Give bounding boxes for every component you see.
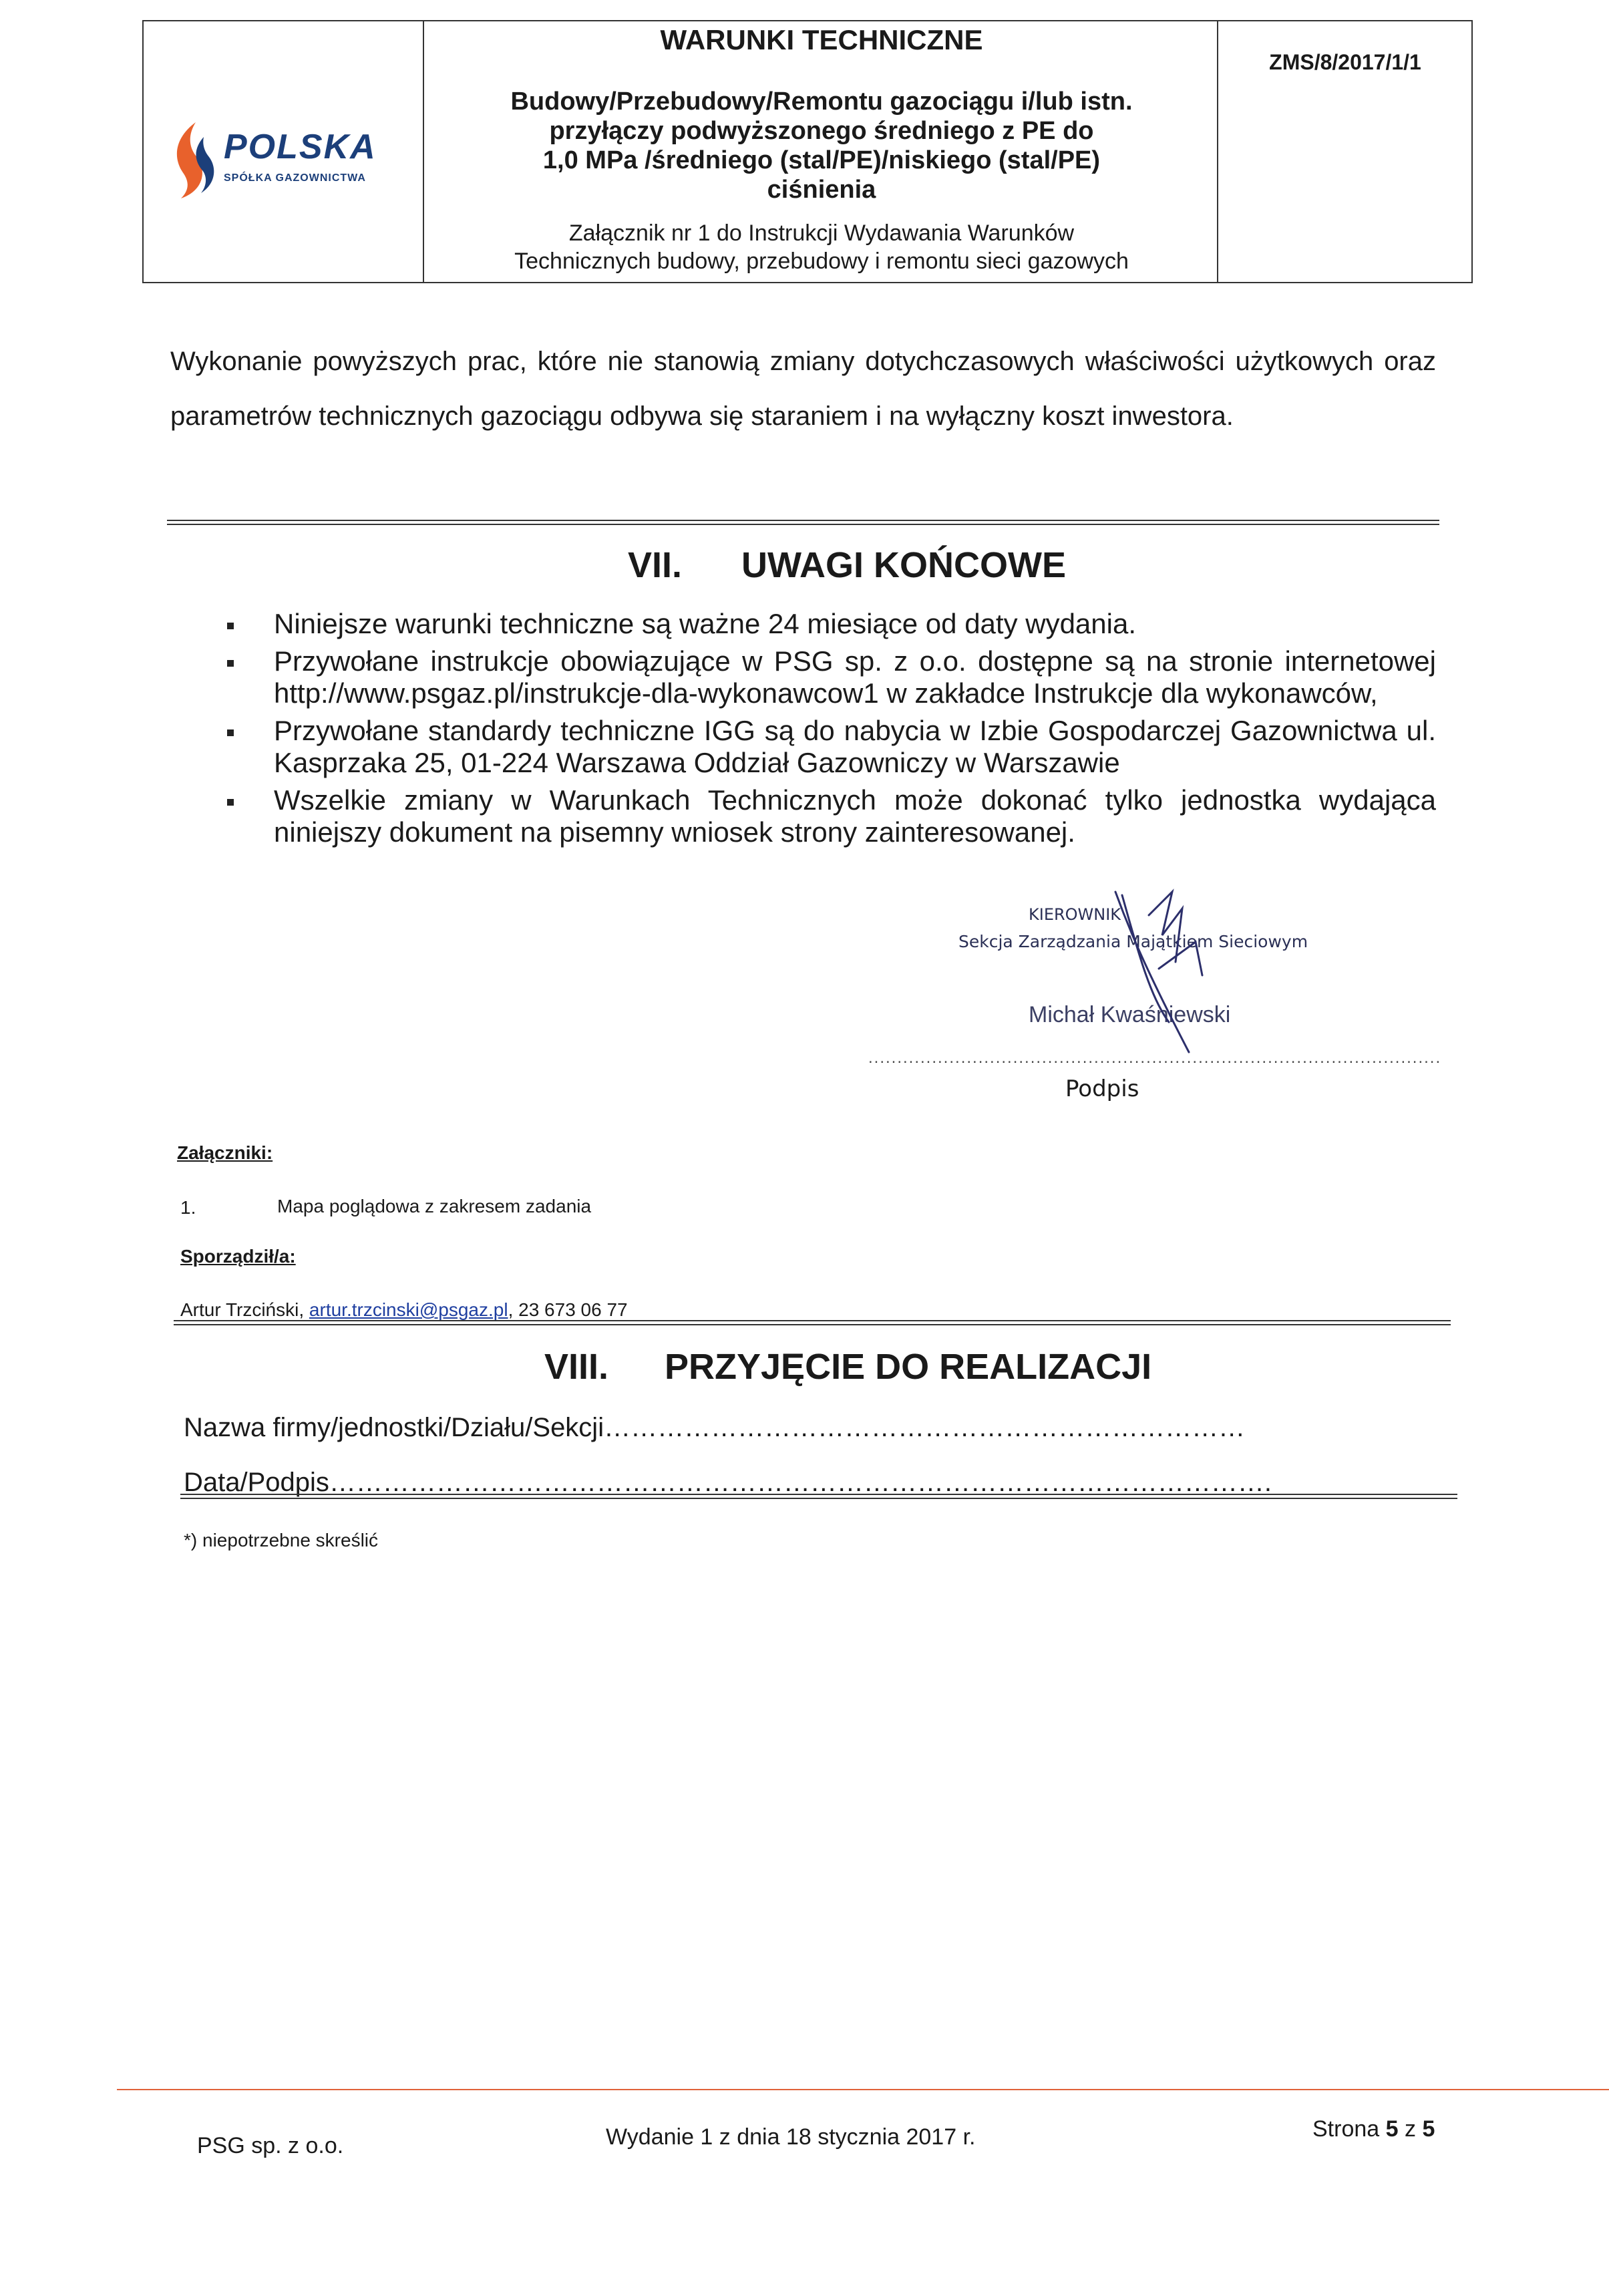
prepared-by-name: Artur Trzciński, xyxy=(180,1299,309,1320)
list-item xyxy=(220,608,1436,640)
list-item xyxy=(220,715,1436,779)
main-title-line: 1,0 MPa /średniego (stal/PE)/niskiego (stal/PE) xyxy=(542,146,1101,174)
subtitle-line: Technicznych budowy, przebudowy i remontu sieci gazowych xyxy=(514,249,1129,274)
signature-stamp-section: Sekcja Zarządzania Majątkiem Sieciowym xyxy=(958,932,1308,951)
main-title-line: ciśnienia xyxy=(767,176,876,204)
bullet-square-icon xyxy=(227,623,234,629)
bullet-square-icon xyxy=(227,799,234,806)
page-prefix: Strona xyxy=(1312,2116,1386,2142)
footnote: *) niepotrzebne skreślić xyxy=(184,1530,379,1550)
document-main-title xyxy=(427,87,1216,204)
subtitle-line: Załącznik nr 1 do Instrukcji Wydawania Warunków xyxy=(568,220,1075,246)
final-remarks-list xyxy=(220,608,1436,854)
prepared-by-heading: Sporządził/a: xyxy=(180,1246,296,1267)
section7-number: VII. xyxy=(628,545,683,585)
page-current: 5 xyxy=(1385,2116,1399,2142)
date-signature-field: Data/Podpis……………………………………………………………………………………………. xyxy=(184,1468,1272,1497)
main-title-line: przyłączy podwyższonego średniego z PE do xyxy=(549,117,1094,145)
header-divider-left xyxy=(423,20,424,283)
handwritten-signature-icon xyxy=(1109,888,1216,1055)
footer-rule xyxy=(117,2089,1609,2090)
signature-line: ................................................................................................... xyxy=(868,1049,1442,1067)
signature-label: Podpis xyxy=(1065,1076,1139,1102)
footer-page-number xyxy=(1312,2116,1435,2142)
header-divider-right xyxy=(1217,20,1218,283)
footer-edition: Wydanie 1 z dnia 18 stycznia 2017 r. xyxy=(606,2124,976,2150)
document-subtitle xyxy=(427,219,1216,275)
attachment-number: 1. xyxy=(180,1197,196,1218)
bullet-square-icon xyxy=(227,729,234,736)
section7-title: UWAGI KOŃCOWE xyxy=(741,545,1066,585)
page-mid: z xyxy=(1398,2116,1423,2142)
list-item-text: Przywołane instrukcje obowiązujące w PSG sp. z o.o. dostępne są na stronie internetowej http://www.psgaz.pl/instrukcje-dla-wykonawcow1 w zakładce Instrukcje dla wykonawców, xyxy=(274,645,1436,709)
list-item-text: Niniejsze warunki techniczne są ważne 24 miesiące od daty wydania. xyxy=(274,608,1137,639)
footer-company: PSG sp. z o.o. xyxy=(197,2133,344,2158)
logo-subtitle: SPÓŁKA GAZOWNICTWA xyxy=(224,172,366,184)
prepared-by-line xyxy=(180,1299,628,1321)
list-item xyxy=(220,645,1436,709)
attachments-heading: Załączniki: xyxy=(177,1142,273,1163)
signature-stamp-name: Michał Kwaśniewski xyxy=(1029,1002,1231,1027)
document-type-title: WARUNKI TECHNICZNE xyxy=(660,24,983,55)
list-item-text: Wszelkie zmiany w Warunkach Technicznych może dokonać tylko jednostka wydająca niniejszy dokument na pisemny wniosek strony zainteresowanej. xyxy=(274,784,1436,848)
attachment-text: Mapa poglądowa z zakresem zadania xyxy=(277,1196,592,1216)
logo-name: POLSKA xyxy=(224,128,377,166)
section-divider xyxy=(167,520,1439,525)
signature-stamp-role: KIEROWNIK xyxy=(1029,905,1121,924)
list-item-text: Przywołane standardy techniczne IGG są do nabycia w Izbie Gospodarczej Gazownictwa ul. Kasprzaka 25, 01-224 Warszawa Oddział Gazowniczy w Warszawie xyxy=(274,715,1436,778)
section-divider xyxy=(180,1494,1457,1499)
section8-title: PRZYJĘCIE DO REALIZACJI xyxy=(665,1347,1152,1387)
intro-paragraph: Wykonanie powyższych prac, które nie stanowią zmiany dotychczasowych właściwości użytkowych oraz parametrów technicznych gazociągu odbywa się staraniem i na wyłączny koszt inwestora. xyxy=(170,347,1436,431)
bullet-square-icon xyxy=(227,660,234,667)
section-divider xyxy=(174,1320,1451,1325)
document-code: ZMS/8/2017/1/1 xyxy=(1269,50,1421,74)
company-name-field: Nazwa firmy/jednostki/Działu/Sekcji……………………………………………………………… xyxy=(184,1413,1246,1442)
page-total: 5 xyxy=(1422,2116,1435,2142)
flame-logo-icon xyxy=(164,117,217,204)
prepared-by-phone: , 23 673 06 77 xyxy=(508,1299,628,1320)
section8-number: VIII. xyxy=(544,1347,609,1387)
list-item xyxy=(220,784,1436,848)
prepared-by-email-link[interactable]: artur.trzcinski@psgaz.pl xyxy=(309,1299,508,1320)
main-title-line: Budowy/Przebudowy/Remontu gazociągu i/lub istn. xyxy=(510,88,1133,116)
